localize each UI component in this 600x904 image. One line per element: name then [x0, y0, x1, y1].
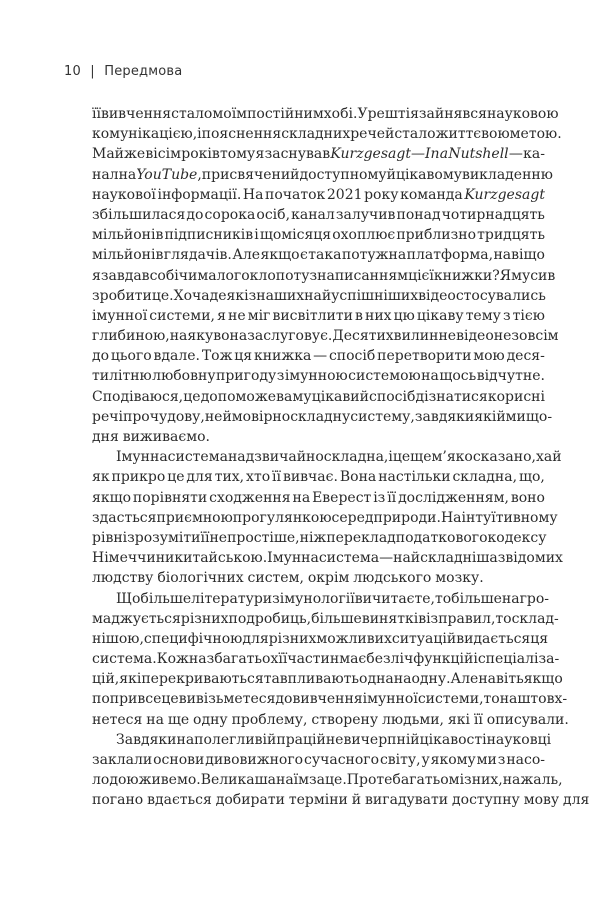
text-line: як прикро це для тих, хто її вивчає. Вона настільки складна, що, [92, 469, 545, 486]
text-line: нал на YouTube, присвячений доступному й цікавому викладенню [92, 166, 553, 183]
text-line: дня виживаємо. [92, 429, 210, 445]
text-line: я завдав собі чималого клопоту з написанням цієї книжки? Я мусив [92, 267, 556, 284]
paragraph [92, 730, 590, 811]
text-line: її вивчення стало моїм постійним хобі. Урешті я зайнявся науковою [92, 106, 559, 122]
text-line: система. Кожна з багатьох її частин має безліч функцій і спеціаліза- [92, 651, 560, 668]
text-line: людству біологічних систем, окрім людського мозку. [92, 570, 484, 587]
paragraph [92, 447, 563, 588]
text-line: наукової інформації. На початок 2021 року команда Kurzgesagt [92, 186, 545, 203]
text-line: якщо порівняти сходження на Еверест із її дослідженням, воно [92, 489, 545, 506]
page-number: 10 [64, 64, 81, 79]
text-line: тилітню любовну пригоду з імунною системою на щось відчутне. [92, 368, 545, 385]
running-header [64, 64, 182, 79]
text-line: лодою живемо. Велика шана їм за це. Проте багатьом із них, на жаль, [92, 772, 563, 789]
text-line: імунної системи, я не міг висвітлити в них цю цікаву тему з тією [92, 307, 545, 324]
text-line: мільйонів підписників і щомісяця охоплює приблизно тридцять [92, 227, 545, 244]
text-line: глибиною, на яку вона заслуговує. Десятихвилинне відео не зовсім [92, 328, 559, 345]
text-line: комунікацією, і пояснення складних речей стало життєвою метою. [92, 126, 562, 143]
text-line: нішою, специфічною для різних можливих ситуацій видається ця [92, 630, 549, 647]
body-text [92, 104, 590, 811]
text-line: заклали основи дивовижного сучасного світу, у якому ми з насо- [92, 752, 545, 768]
text-line: Імунна система надзвичайно складна, і це ще м’яко сказано, хай [116, 449, 562, 466]
text-line: Завдяки наполегливій праці й невичерпній цікавості науковці [116, 731, 552, 748]
paragraph [92, 104, 562, 447]
text-line: мільйонів глядачів. Але якщо є така потужна платформа, навіщо [92, 247, 545, 264]
section-title: Передмова [104, 64, 183, 79]
text-line: Сподіваюся, це допоможе вам у цікавий спосіб дізнатися корисні [92, 388, 545, 405]
text-line: Німеччини китайською. Імунна система — найскладніша з відомих [92, 550, 563, 567]
paragraph [92, 589, 569, 730]
text-line: речі про чудову, неймовірно складну систему, завдяки якій ми що- [92, 408, 553, 425]
text-line: нетеся на ще одну проблему, створену людьми, які її описували. [92, 711, 569, 728]
text-line: попри все це ви візьметеся до вивчення імунної системи, то наштовх- [92, 691, 568, 708]
text-line: Майже вісім років тому я заснував Kurzgesagt—In a Nutshell — ка- [92, 146, 545, 163]
text-line: збільшилася до сорока осіб, канал залучив понад чотирнадцять [92, 206, 545, 223]
text-line: рівні зрозуміти її не простіше, ніж переклад податкового кодексу [92, 529, 547, 546]
text-line: маджується різних подробиць, більше винятків із правил, то склад- [92, 610, 559, 627]
text-line: здасться приємною прогулянкою серед природи. На інтуїтивному [92, 509, 558, 526]
text-line: цій, які перекриваються та впливають одна на одну. Але навіть якщо [92, 671, 563, 688]
text-line: до цього вдале. Тож ця книжка — спосіб перетворити мою деся- [92, 348, 545, 365]
text-line: погано вдається добирати терміни й вигадувати доступну мову для [92, 792, 590, 809]
text-line: зробити це. Хоча деякі з наших найуспішніших відео стосувались [92, 287, 546, 304]
text-line: Що більше літератури з імунології ви читаєте, то більше нагро- [116, 590, 550, 607]
header-separator: | [90, 64, 95, 79]
